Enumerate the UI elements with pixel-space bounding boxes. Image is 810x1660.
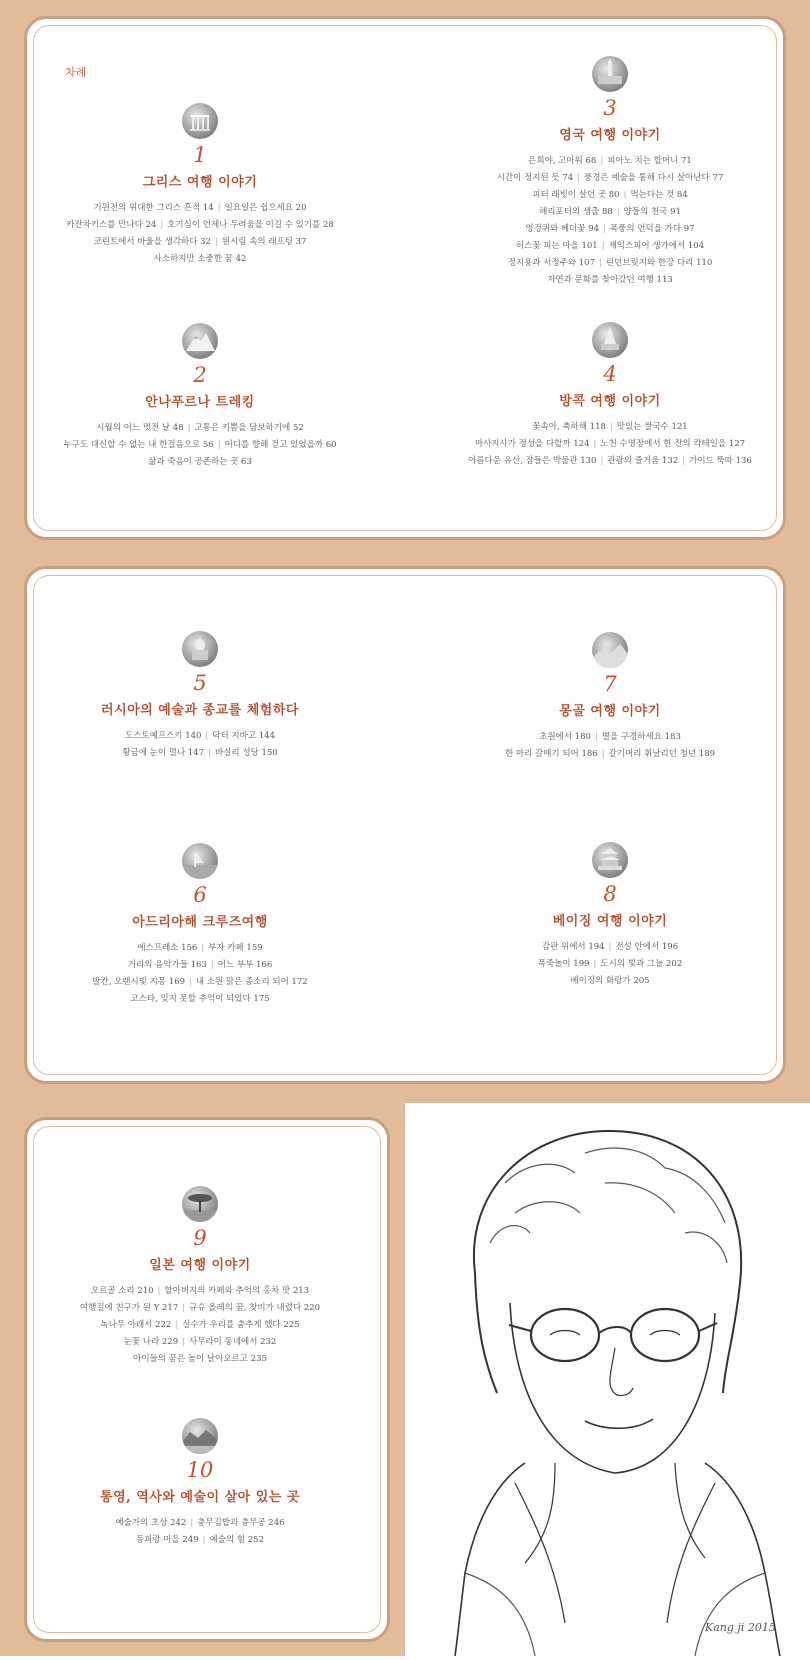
chapter-title: 몽골 여행 이야기 (559, 704, 661, 719)
toc-entry: 여행길에 친구가 된 Y 217 (79, 1303, 179, 1313)
toc-entry: 별을 구경하세요 183 (601, 732, 681, 742)
toc-entry-line: 기원전의 위대한 그리스 흔적 14 | 일요일은 쉽으세요 20 (93, 203, 307, 213)
toc-entry: 카잔차키스를 만나다 24 (66, 220, 157, 230)
chapter-number: 1 (193, 143, 207, 167)
thai-temple-icon (592, 322, 628, 358)
chapter-number: 2 (193, 363, 207, 387)
pine-tree-icon (182, 1186, 218, 1222)
toc-entry: 고통은 키쁨을 담보하기에 52 (194, 423, 304, 433)
toc-entry: 은희야, 고마워 68 (528, 156, 597, 166)
toc-entry: 눈꽃 나라 229 (123, 1337, 179, 1347)
toc-entry: 규슈 올레의 꿈, 찾비가 내렸다 220 (189, 1303, 321, 1313)
toc-entry-line: 녹나무 아래서 222 | 실수가 우리를 춤추게 했다 225 (100, 1320, 300, 1330)
toc-entry: 갈기머리 휘날리던 청년 189 (608, 749, 716, 759)
toc-entry: 베이징의 화랑가 205 (570, 976, 650, 986)
chapter-7 (450, 632, 770, 763)
toc-entry-line: 아름다운 유산, 잠들은 박물관 130 | 관광의 즐거움 132 | 가이드 뚝따 136 (468, 456, 752, 466)
onion-dome-icon (182, 631, 218, 667)
chapter-title: 아드리아해 크루즈여행 (132, 915, 268, 930)
toc-entry: 엉겅퀴와 헤더꽃 94 (525, 224, 600, 234)
toc-entry: 셰익스피어 생가에서 104 (608, 241, 705, 251)
toc-entry-line: 히스꽃 피는 마을 101 | 셰익스피어 생가에서 104 (515, 241, 705, 251)
toc-entry-line: 누구도 대신할 수 없는 내 한걸음으로 56 | 어디를 향해 걷고 있었을까 60 (63, 440, 337, 450)
toc-entry: 거리의 음악가들 163 (127, 960, 207, 970)
toc-entry-line: 감판 위에서 194 | 전설 안에서 196 (541, 942, 679, 952)
toc-entry: 내 소원 맑은 종소리 되어 172 (195, 977, 308, 987)
toc-entry-line: 여행길에 친구가 된 Y 217 | 규슈 올레의 꿈, 찾비가 내렸다 220 (79, 1303, 321, 1313)
toc-entry-line: 눈꽃 나라 229 | 사무라이 동네에서 232 (123, 1337, 277, 1347)
chapter-6 (40, 843, 360, 1008)
toc-entry: 꽃속아, 축하해 118 (532, 422, 606, 432)
toc-entry: 정지용과 서정주와 107 (507, 258, 595, 268)
harbor-icon (182, 843, 218, 879)
toc-entry: 기원전의 위대한 그리스 흔적 14 (93, 203, 214, 213)
toc-entry: 히스꽃 피는 마을 101 (515, 241, 598, 251)
chapter-title: 러시아의 예술과 종교를 체험하다 (101, 703, 299, 718)
toc-entry-line: 시간이 정지된 듯 74 | 풍경은 예술을 통해 다시 살아난다 77 (496, 173, 724, 183)
chapter-number: 9 (193, 1226, 207, 1250)
chapter-3 (450, 56, 770, 289)
toc-entry-line (450, 272, 770, 289)
chapter-10 (40, 1418, 360, 1549)
toc-entry-line: 카잔차키스를 만나다 24 | 호기심이 언제나 두려움을 이길 수 있기를 28 (66, 220, 334, 230)
chapter-number: 5 (193, 671, 207, 695)
toc-entry: 전설 안에서 196 (615, 942, 679, 952)
toc-entry-line: 피터 래빗이 살던 곳 80 | 먹는다는 것 84 (532, 190, 688, 200)
toc-entry-line: 코린트에서 바울을 생각하다 32 | 원시림 속의 래프팅 37 (93, 237, 307, 247)
toc-entry-line: 한 마리 갈매기 되어 186 | 갈기머리 휘날리던 청년 189 (504, 749, 716, 759)
chapter-5 (35, 631, 365, 762)
toc-entry-line: 마사지사가 정성을 다할까 124 | 노천 수영장에서 한 잔의 칵테일을 127 (474, 439, 746, 449)
greek-temple-icon (182, 103, 218, 139)
toc-entry-line: 시월의 어느 멋진 날 48 | 고통은 키쁨을 담보하기에 52 (96, 423, 304, 433)
toc-entry: 충무김밥과 충무공 246 (197, 1518, 285, 1528)
toc-entry-line: 도스토예프스키 140 | 닥터 지바고 144 (125, 731, 275, 741)
author-portrait-sketch (405, 1103, 810, 1656)
toc-entry: 에스프레소 156 (137, 943, 198, 953)
toc-entry: 발칸, 오랜시빛 지몽 169 (92, 977, 185, 987)
toc-entry-line (40, 991, 360, 1008)
toc-entry-line: 거리의 음악가들 163 | 어느 부부 166 (127, 960, 273, 970)
toc-entry: 사무라이 동네에서 232 (189, 1337, 277, 1347)
chapter-8 (450, 842, 770, 990)
toc-entry-line: 엉겅퀴와 헤더꽃 94 | 폭풍의 언덕을 가다 97 (525, 224, 695, 234)
toc-entry: 해리포터의 생출 88 (539, 207, 613, 217)
toc-entry: 아이들의 꿈은 높이 날아오르고 235 (133, 1354, 267, 1364)
toc-entry: 풍경은 예술을 통해 다시 살아난다 77 (584, 173, 724, 183)
chapter-title: 방콕 여행 이야기 (559, 394, 661, 409)
toc-entry-line: 동피랑 마을 249 | 예술의 힘 252 (135, 1535, 265, 1545)
toc-entry-line: 해리포터의 생출 88 | 양들의 천국 91 (539, 207, 681, 217)
toc-entry: 폭죽놀이 199 (537, 959, 590, 969)
toc-entry: 코스타, 잊지 못할 추억이 되었다 175 (130, 994, 270, 1004)
chapter-number: 7 (603, 672, 617, 696)
toc-entry-line (40, 251, 360, 268)
chapter-title: 안나푸르나 트레킹 (145, 395, 255, 410)
toc-entry-line: 꽃속아, 축하해 118 | 맛있는 쌀국수 121 (532, 422, 688, 432)
steppe-mountain-icon (592, 632, 628, 668)
toc-entry: 누구도 대신할 수 없는 내 한걸음으로 56 (63, 440, 214, 450)
toc-entry: 사소하지만 소중한 꿈 42 (153, 254, 247, 264)
toc-entry: 린던브릿지와 한강 다리 110 (605, 258, 713, 268)
toc-entry: 양들의 천국 91 (623, 207, 681, 217)
toc-entry-line (450, 973, 770, 990)
toc-entry: 도스토예프스키 140 (125, 731, 202, 741)
toc-entry-line: 은희야, 고마워 68 | 피아노 치는 할머니 71 (528, 156, 692, 166)
artist-signature: Kang ji 2015 (705, 1621, 776, 1634)
toc-entry: 폭풍의 언덕을 가다 97 (609, 224, 695, 234)
toc-entry: 할아버지의 카페와 추억의 홍차 맛 213 (164, 1286, 310, 1296)
chapter-title: 영국 여행 이야기 (559, 128, 661, 143)
mountain-icon (182, 323, 218, 359)
toc-entry: 맛있는 쌀국수 121 (616, 422, 688, 432)
chapter-number: 8 (603, 882, 617, 906)
london-landmark-icon (592, 56, 628, 92)
toc-entry: 오르골 소리 210 (90, 1286, 154, 1296)
chapter-number: 3 (603, 96, 617, 120)
toc-entry: 피터 래빗이 살던 곳 80 (532, 190, 620, 200)
chapter-title: 그리스 여행 이야기 (142, 175, 258, 190)
temple-of-heaven-icon (592, 842, 628, 878)
toc-entry: 부자 카페 159 (208, 943, 263, 953)
chapter-number: 4 (603, 362, 617, 386)
toc-entry-line (40, 454, 360, 471)
toc-entry: 피아노 치는 할머니 71 (607, 156, 692, 166)
toc-entry: 관광의 즐거움 132 (607, 456, 679, 466)
chapter-title: 통영, 역사와 예술이 살아 있는 곳 (100, 1490, 300, 1505)
toc-entry-line: 발칸, 오랜시빛 지몽 169 | 내 소원 맑은 종소리 되어 172 (92, 977, 308, 987)
toc-entry: 동피랑 마을 249 (135, 1535, 199, 1545)
toc-entry: 어느 부부 166 (217, 960, 273, 970)
toc-entry-line: 정지용과 서정주와 107 | 린던브릿지와 한강 다리 110 (507, 258, 713, 268)
chapter-number: 10 (186, 1458, 214, 1482)
toc-entry: 예술가의 초상 242 (115, 1518, 187, 1528)
toc-entry: 시월의 어느 멋진 날 48 (96, 423, 184, 433)
toc-entry-line: 폭죽놀이 199 | 도시의 빛과 그늘 202 (537, 959, 683, 969)
toc-entry: 감판 위에서 194 (541, 942, 605, 952)
toc-entry: 일요일은 쉽으세요 20 (224, 203, 307, 213)
toc-entry: 황금에 눈이 멀나 147 (122, 748, 205, 758)
toc-entry: 코린트에서 바울을 생각하다 32 (93, 237, 211, 247)
toc-entry-line: 오르골 소리 210 | 할아버지의 카페와 추억의 홍차 맛 213 (90, 1286, 310, 1296)
toc-entry-line: 초원에서 180 | 별을 구경하세요 183 (539, 732, 681, 742)
toc-entry: 원시림 속의 래프팅 37 (221, 237, 307, 247)
toc-entry: 예술의 힘 252 (209, 1535, 265, 1545)
toc-entry: 초원에서 180 (539, 732, 591, 742)
chapter-number: 6 (193, 883, 207, 907)
chapter-title: 일본 여행 이야기 (149, 1258, 251, 1273)
toc-entry-line (40, 1351, 360, 1368)
toc-entry: 노천 수영장에서 한 잔의 칵테일을 127 (600, 439, 746, 449)
toc-entry: 먹는다는 것 84 (630, 190, 688, 200)
chapter-4 (450, 322, 770, 470)
toc-entry: 도시의 빛과 그늘 202 (600, 959, 683, 969)
toc-entry: 시간이 정지된 듯 74 (496, 173, 574, 183)
toc-entry-line: 에스프레소 156 | 부자 카페 159 (137, 943, 263, 953)
toc-entry: 아름다운 유산, 잠들은 박물관 130 (468, 456, 597, 466)
toc-label: 차례 (65, 66, 87, 79)
toc-entry: 실수가 우리를 춤추게 했다 225 (182, 1320, 300, 1330)
chapter-title: 베이징 여행 이야기 (552, 914, 668, 929)
toc-entry: 호기심이 언제나 두려움을 이길 수 있기를 28 (167, 220, 334, 230)
chapter-2 (40, 323, 360, 471)
toc-entry: 바실리 성당 150 (215, 748, 278, 758)
toc-entry-line: 황금에 눈이 멀나 147 | 바실리 성당 150 (122, 748, 278, 758)
toc-entry: 녹나무 아래서 222 (100, 1320, 172, 1330)
toc-entry: 닥터 지바고 144 (212, 731, 275, 741)
toc-entry: 자연과 문화를 찾아갔던 여행 113 (547, 275, 673, 285)
toc-entry: 가이드 뚝따 136 (689, 456, 752, 466)
toc-entry: 한 마리 갈매기 되어 186 (504, 749, 598, 759)
toc-entry: 마사지사가 정성을 다할까 124 (474, 439, 590, 449)
coastal-hills-icon (182, 1418, 218, 1454)
toc-entry: 삶과 죽음이 공존하는 곳 63 (148, 457, 252, 467)
chapter-1 (40, 103, 360, 268)
toc-entry-line: 예술가의 초상 242 | 충무김밥과 충무공 246 (115, 1518, 285, 1528)
chapter-9 (40, 1186, 360, 1368)
toc-entry: 어디를 향해 걷고 있었을까 60 (224, 440, 337, 450)
